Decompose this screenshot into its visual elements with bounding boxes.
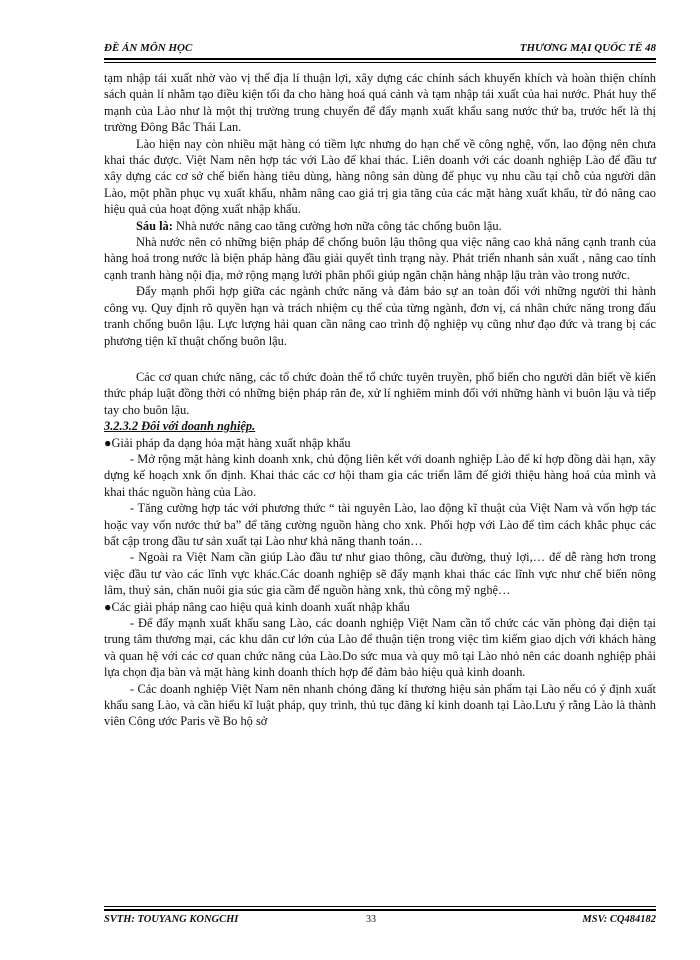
paragraph-3 [104,218,656,234]
dash-item-2: - Tăng cường hợp tác với phương thức “ tài nguyên Lào, lao động kĩ thuật của Việt Nam và vốn hợp tác hoặc vay vốn nước thứ ba” để tăng cường nguồn hàng cho xnk. Phối hợp với Lào để tìm cách khắc phục các bất cập trong đầu tư sản xuất tại Lào như khả năng thanh toán… [104,501,656,548]
dash-item-4: - Để đẩy mạnh xuất khẩu sang Lào, các doanh nghiệp Việt Nam cần tổ chức các văn phòng đại diện tại trung tâm thương mại, các khu dân cư lớn của Lào để thuận tiện trong việc tìm kiếm giao dịch với khách hàng và quan hệ với các cơ quan chức năng của Lào.Do sức mua và quy mô tại Lào nhỏ nên các doanh nghiệp phải lựa chọn địa bàn và mặt hàng kinh doanh thích hợp để đảm bảo hiệu quả kinh doanh. [104,616,656,680]
footer-left: SVTH: TOUYANG KONGCHI [104,914,239,925]
dash-item-3: - Ngoài ra Việt Nam cần giúp Lào đầu tư như giao thông, cầu đường, thuỷ lợi,… để dễ ràng hơn trong việc đầu tư vào các lĩnh vực khác.Các doanh nghiệp sẽ đẩy mạnh khai thác các lĩnh vực như chế biến nông lâm, thuỷ sản, chăn nuôi gia súc gia cầm để nguồn hàng xnk, thủ công mỹ nghệ… [104,550,656,598]
footer-right: MSV: CQ484182 [582,914,656,925]
paragraph-2: Lào hiện nay còn nhiều mặt hàng có tiềm lực nhưng do hạn chế về công nghệ, vốn, lao động nên chưa khai thác được. Việt Nam nên hợp tác với Lào để khai thác. Liên doanh với các doanh nghiệp Lào để đầu tư xây dựng các cơ sở chế biến hàng tiêu dùng, hàng nông sản dùng để phục vụ nhu cầu tại chỗ của người dân Lào, một phần phục vụ xuất khẩu, nhằm nâng cao giá trị gia tăng của các mặt hàng xuất khẩu, từ đó nâng cao hiệu quả của hoạt động xuất nhập khẩu. [104,136,656,217]
spacer [104,349,656,369]
paragraph-5: Đẩy mạnh phối hợp giữa các ngành chức năng và đảm bảo sự an toàn đối với những người thi hành công vụ. Quy định rõ quyền hạn và trách nhiệm cụ thể của từng ngành, đơn vị, cá nhân chức năng trong đấu tranh chống buôn lậu. Lực lượng hải quan cần nâng cao trình độ nghiệp vụ cũng như đạo đức và trang bị các phương tiện kĩ thuật chống buôn lậu. [104,284,656,348]
header-right: THƯƠNG MẠI QUỐC TẾ 48 [519,42,656,54]
section-label: Sáu là: [136,218,173,233]
page-number: 33 [366,914,376,925]
bullet-2: ●Các giải pháp nâng cao hiệu quả kinh doanh xuất nhập khẩu [104,599,410,614]
page-body [104,70,656,730]
paragraph-6: Các cơ quan chức năng, các tổ chức đoàn thể tổ chức tuyên truyền, phổ biến cho người dân biết về kiến thức pháp luật đồng thời có những biện pháp răn đe, xử lí nghiêm minh đối với những hành vi buôn lậu và tiếp tay cho buôn lậu. [104,369,656,417]
header-left: ĐỀ ÁN MÔN HỌC [104,42,193,54]
paragraph-4: Nhà nước nên có những biện pháp để chống buôn lậu thông qua việc nâng cao khả năng cạnh tranh của hàng hoá trong nước là biện pháp hàng đầu giải quyết tình trạng này. Phát triển nhanh sản xuất , nâng cao tính cạnh tranh hàng nội địa, mở rộng mạng lưới phân phối giúp ngăn chặn hàng nhập lậu tràn vào trong nước. [104,235,656,282]
section-heading: 3.2.3.2 Đối với doanh nghiệp. [104,419,256,434]
paragraph-1: tạm nhập tái xuất nhờ vào vị thế địa lí thuận lợi, xây dựng các chính sách khuyến khích và hoàn thiện chính sách quản lí nhằm tạo điều kiện tối đa cho hàng hoá quá cảnh và tạm nhập tái xuất của hai nước. Phát huy thế mạnh của Lào như là một thị trường trung chuyển để đẩy mạnh xuất khẩu sang nước thứ ba, trước hết là thị trường Đông Bắc Thái Lan. [104,71,656,135]
dash-item-5: - Các doanh nghiệp Việt Nam nên nhanh chóng đăng kí thương hiệu sản phẩm tại Lào nếu có ý định xuất khẩu sang Lào, và cần hiểu kĩ luật pháp, quy trình, thủ tục đăng kí kinh doanh tại Lào.Lưu ý rằng Lào là thành viên Công ước Paris về Bo hộ sở [104,681,656,729]
paragraph-3-text: Nhà nước nâng cao tăng cường hơn nữa công tác chống buôn lậu. [172,218,502,233]
header-rule [104,58,656,63]
footer-rule [104,906,656,911]
bullet-1: ●Giải pháp đa dạng hóa mặt hàng xuất nhập khẩu [104,435,351,450]
dash-item-1: - Mở rộng mặt hàng kinh doanh xnk, chủ động liên kết với doanh nghiệp Lào để kí hợp đồng dài hạn, xây dựng kế hoạch xnk ổn định. Khai thác các cơ hội tham gia các triển lãm để giới thiệu hàng hoá của mình và khai thác nguồn hàng của Lào. [104,451,656,499]
